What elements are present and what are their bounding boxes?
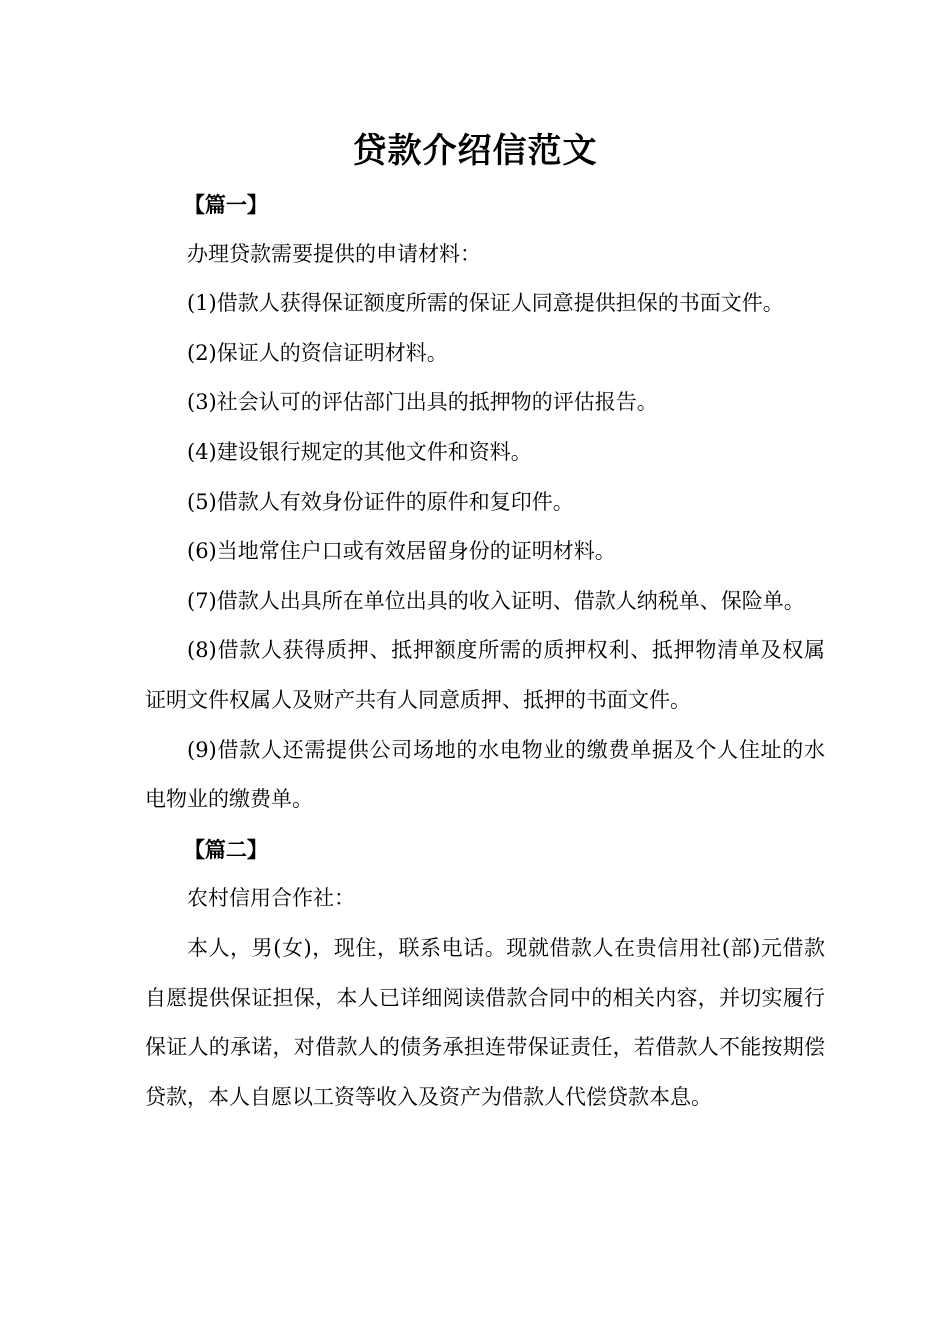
material-item-4: (4)建设银行规定的其他文件和资料。	[187, 439, 532, 464]
material-item-1: (1)借款人获得保证额度所需的保证人同意提供担保的书面文件。	[187, 291, 784, 316]
material-item-8: (8)借款人获得质押、抵押额度所需的质押权利、抵押物清单及权属证明文件权属人及财产共有人同意质押、抵押的书面文件。	[145, 638, 825, 712]
section-heading-1: 【篇一】	[183, 192, 268, 217]
letter-body: 本人，男(女)，现住，联系电话。现就借款人在贵信用社(部)元借款自愿提供保证担保，本人已详细阅读借款合同中的相关内容，并切实履行保证人的承诺，对借款人的债务承担连带保证责任，若借款人不能按期偿贷款，本人自愿以工资等收入及资产为借款人代偿贷款本息。	[145, 935, 825, 1109]
document-title: 贷款介绍信范文	[352, 131, 598, 171]
section-heading-2: 【篇二】	[183, 836, 268, 862]
document-body	[145, 180, 825, 1122]
letter-salutation: 农村信用合作社：	[187, 886, 355, 911]
material-item-7: (7)借款人出具所在单位出具的收入证明、借款人纳税单、保险单。	[187, 588, 805, 613]
material-item-2: (2)保证人的资信证明材料。	[187, 340, 448, 365]
material-item-6: (6)当地常住户口或有效居留身份的证明材料。	[187, 539, 616, 564]
material-item-3: (3)社会认可的评估部门出具的抵押物的评估报告。	[187, 390, 658, 415]
material-item-5: (5)借款人有效身份证件的原件和复印件。	[187, 489, 574, 514]
section1-intro: 办理贷款需要提供的申请材料：	[187, 241, 481, 266]
material-item-9: (9)借款人还需提供公司场地的水电物业的缴费单据及个人住址的水电物业的缴费单。	[145, 737, 825, 812]
